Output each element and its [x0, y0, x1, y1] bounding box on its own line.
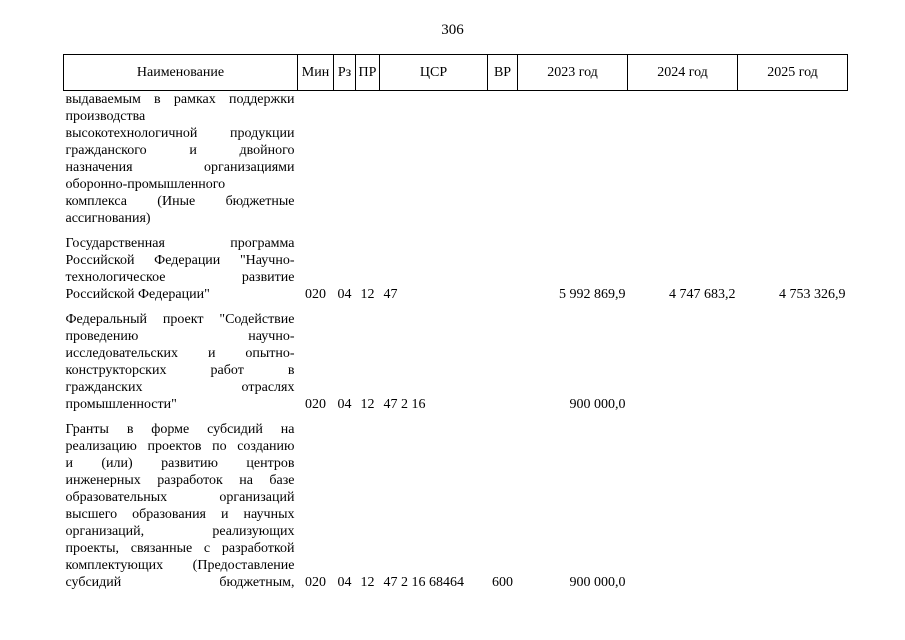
- row-name: Гранты в форме субсидий на реализацию проектов по созданию и (или) развитию центров инженерных разработок на базе образовательных организаций высшего образования и научных организаций, реализующих проекты, связанные с разработкой комплектующих (Предоставление субсидий бюджетным,: [65, 422, 295, 590]
- table-row: [64, 311, 848, 413]
- page-number: 306: [441, 22, 464, 38]
- row-min: [298, 91, 334, 228]
- row-2025: 4 753 326,9: [779, 287, 846, 302]
- header-2025: 2025 год: [738, 55, 848, 91]
- row-min: 020: [305, 287, 326, 302]
- header-2023: 2023 год: [518, 55, 628, 91]
- header-2024: 2024 год: [628, 55, 738, 91]
- row-rz: 04: [337, 575, 352, 590]
- row-vr: [488, 311, 518, 413]
- row-vr: [488, 91, 518, 228]
- budget-table: [63, 54, 848, 591]
- row-2025: [738, 311, 848, 413]
- row-2024: [628, 421, 738, 591]
- row-2023: 900 000,0: [569, 575, 626, 590]
- row-pr: [356, 91, 380, 228]
- header-min: Мин: [298, 55, 334, 91]
- row-2023: [518, 91, 628, 228]
- row-min: 020: [305, 575, 326, 590]
- row-vr: [488, 235, 518, 303]
- row-pr: 12: [360, 397, 375, 412]
- table-header-row: [64, 55, 848, 91]
- row-2024: [628, 91, 738, 228]
- table-row: [64, 91, 848, 228]
- row-2025: [738, 91, 848, 228]
- header-vr: ВР: [488, 55, 518, 91]
- row-pr: 12: [360, 575, 375, 590]
- row-2023: 5 992 869,9: [559, 287, 626, 302]
- row-pr: 12: [360, 287, 375, 302]
- row-rz: 04: [337, 397, 352, 412]
- row-rz: 04: [337, 287, 352, 302]
- row-csr: 47: [383, 287, 398, 302]
- header-name: Наименование: [64, 55, 298, 91]
- header-rz: Рз: [334, 55, 356, 91]
- row-2024: 4 747 683,2: [669, 287, 736, 302]
- header-csr: ЦСР: [380, 55, 488, 91]
- row-2023: 900 000,0: [569, 397, 626, 412]
- row-csr: [380, 91, 488, 228]
- header-pr: ПР: [356, 55, 380, 91]
- row-name: Государственная программа Российской Федерации "Научно- технологическое развитие Российской Федерации": [65, 236, 295, 302]
- row-2024: [628, 311, 738, 413]
- row-2025: [738, 421, 848, 591]
- row-vr: 600: [492, 575, 513, 590]
- table-row: [64, 421, 848, 591]
- row-csr: 47 2 16 68464: [383, 575, 464, 590]
- row-rz: [334, 91, 356, 228]
- row-name: Федеральный проект "Содействие проведению научно- исследовательских и опытно- конструкторских работ в гражданских отраслях промышленности": [65, 312, 295, 412]
- row-csr: 47 2 16: [383, 397, 426, 412]
- row-name: выдаваемым в рамках поддержки производства высокотехнологичной продукции гражданского и двойного назначения организациями оборонно-промышленного комплекса (Иные бюджетные ассигнования): [65, 92, 295, 226]
- table-row: [64, 235, 848, 303]
- row-min: 020: [305, 397, 326, 412]
